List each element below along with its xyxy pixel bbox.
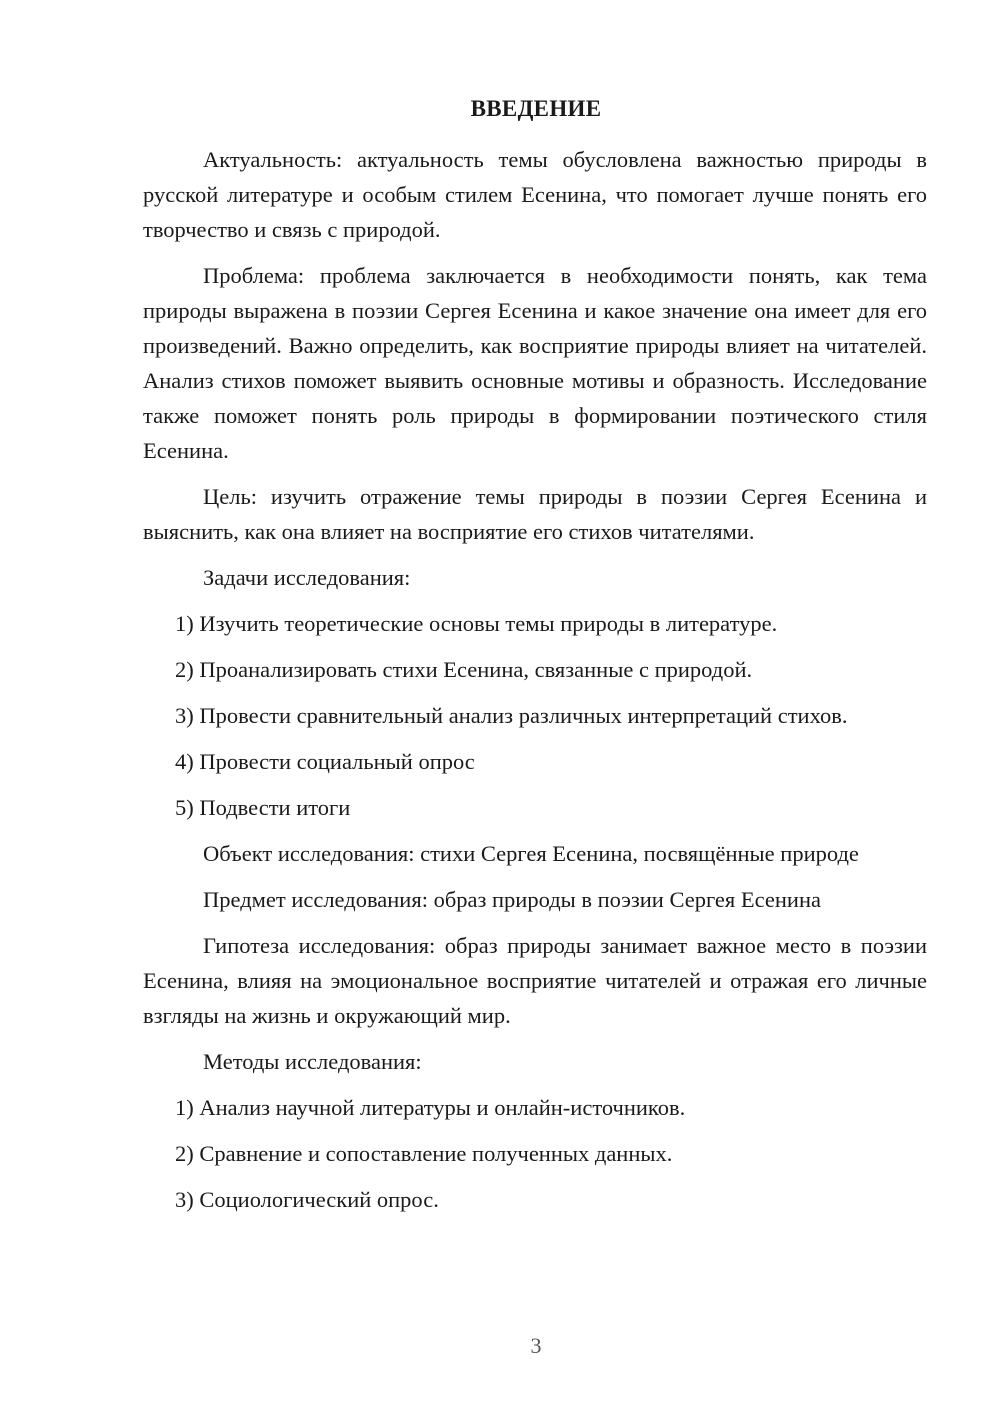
- page-number: 3: [530, 1333, 542, 1358]
- section-heading: ВВЕДЕНИЕ: [470, 96, 602, 121]
- method-item: 1) Анализ научной литературы и онлайн-источников.: [175, 1095, 686, 1120]
- relevance-paragraph: Актуальность: актуальность темы обусловлена важностью природы в русской литературе и особым стилем Есенина, что помогает лучше понять его творчество и связь с природой.: [143, 147, 927, 242]
- tasks-list: [143, 606, 927, 825]
- task-item: 2) Проанализировать стихи Есенина, связанные с природой.: [175, 657, 753, 682]
- task-item: 4) Провести социальный опрос: [175, 749, 475, 774]
- methods-list: [143, 1090, 927, 1217]
- tasks-title: Задачи исследования:: [203, 565, 411, 590]
- hypothesis-paragraph: Гипотеза исследования: образ природы занимает важное место в поэзии Есенина, влияя на эмоциональное восприятие читателей и отражая его личные взгляды на жизнь и окружающий мир.: [143, 933, 927, 1028]
- problem-paragraph: Проблема: проблема заключается в необходимости понять, как тема природы выражена в поэзии Сергея Есенина и какое значение она имеет для его произведений. Важно определить, как восприятие природы влияет на читателей. Анализ стихов поможет выявить основные мотивы и образность. Исследование также поможет понять роль природы в формировании поэтического стиля Есенина.: [143, 263, 927, 463]
- task-item: 1) Изучить теоретические основы темы природы в литературе.: [175, 611, 778, 636]
- goal-paragraph: Цель: изучить отражение темы природы в поэзии Сергея Есенина и выяснить, как она влияет на восприятие его стихов читателями.: [143, 484, 927, 544]
- object-line: Объект исследования: стихи Сергея Есенина, посвящённые природе: [203, 841, 859, 866]
- task-item: 5) Подвести итоги: [175, 795, 351, 820]
- methods-title: Методы исследования:: [203, 1049, 422, 1074]
- method-item: 2) Сравнение и сопоставление полученных данных.: [175, 1141, 673, 1166]
- subject-line: Предмет исследования: образ природы в поэзии Сергея Есенина: [203, 887, 821, 912]
- task-item: 3) Провести сравнительный анализ различных интерпретаций стихов.: [175, 703, 848, 728]
- page-content: [143, 142, 927, 1228]
- method-item: 3) Социологический опрос.: [175, 1187, 439, 1212]
